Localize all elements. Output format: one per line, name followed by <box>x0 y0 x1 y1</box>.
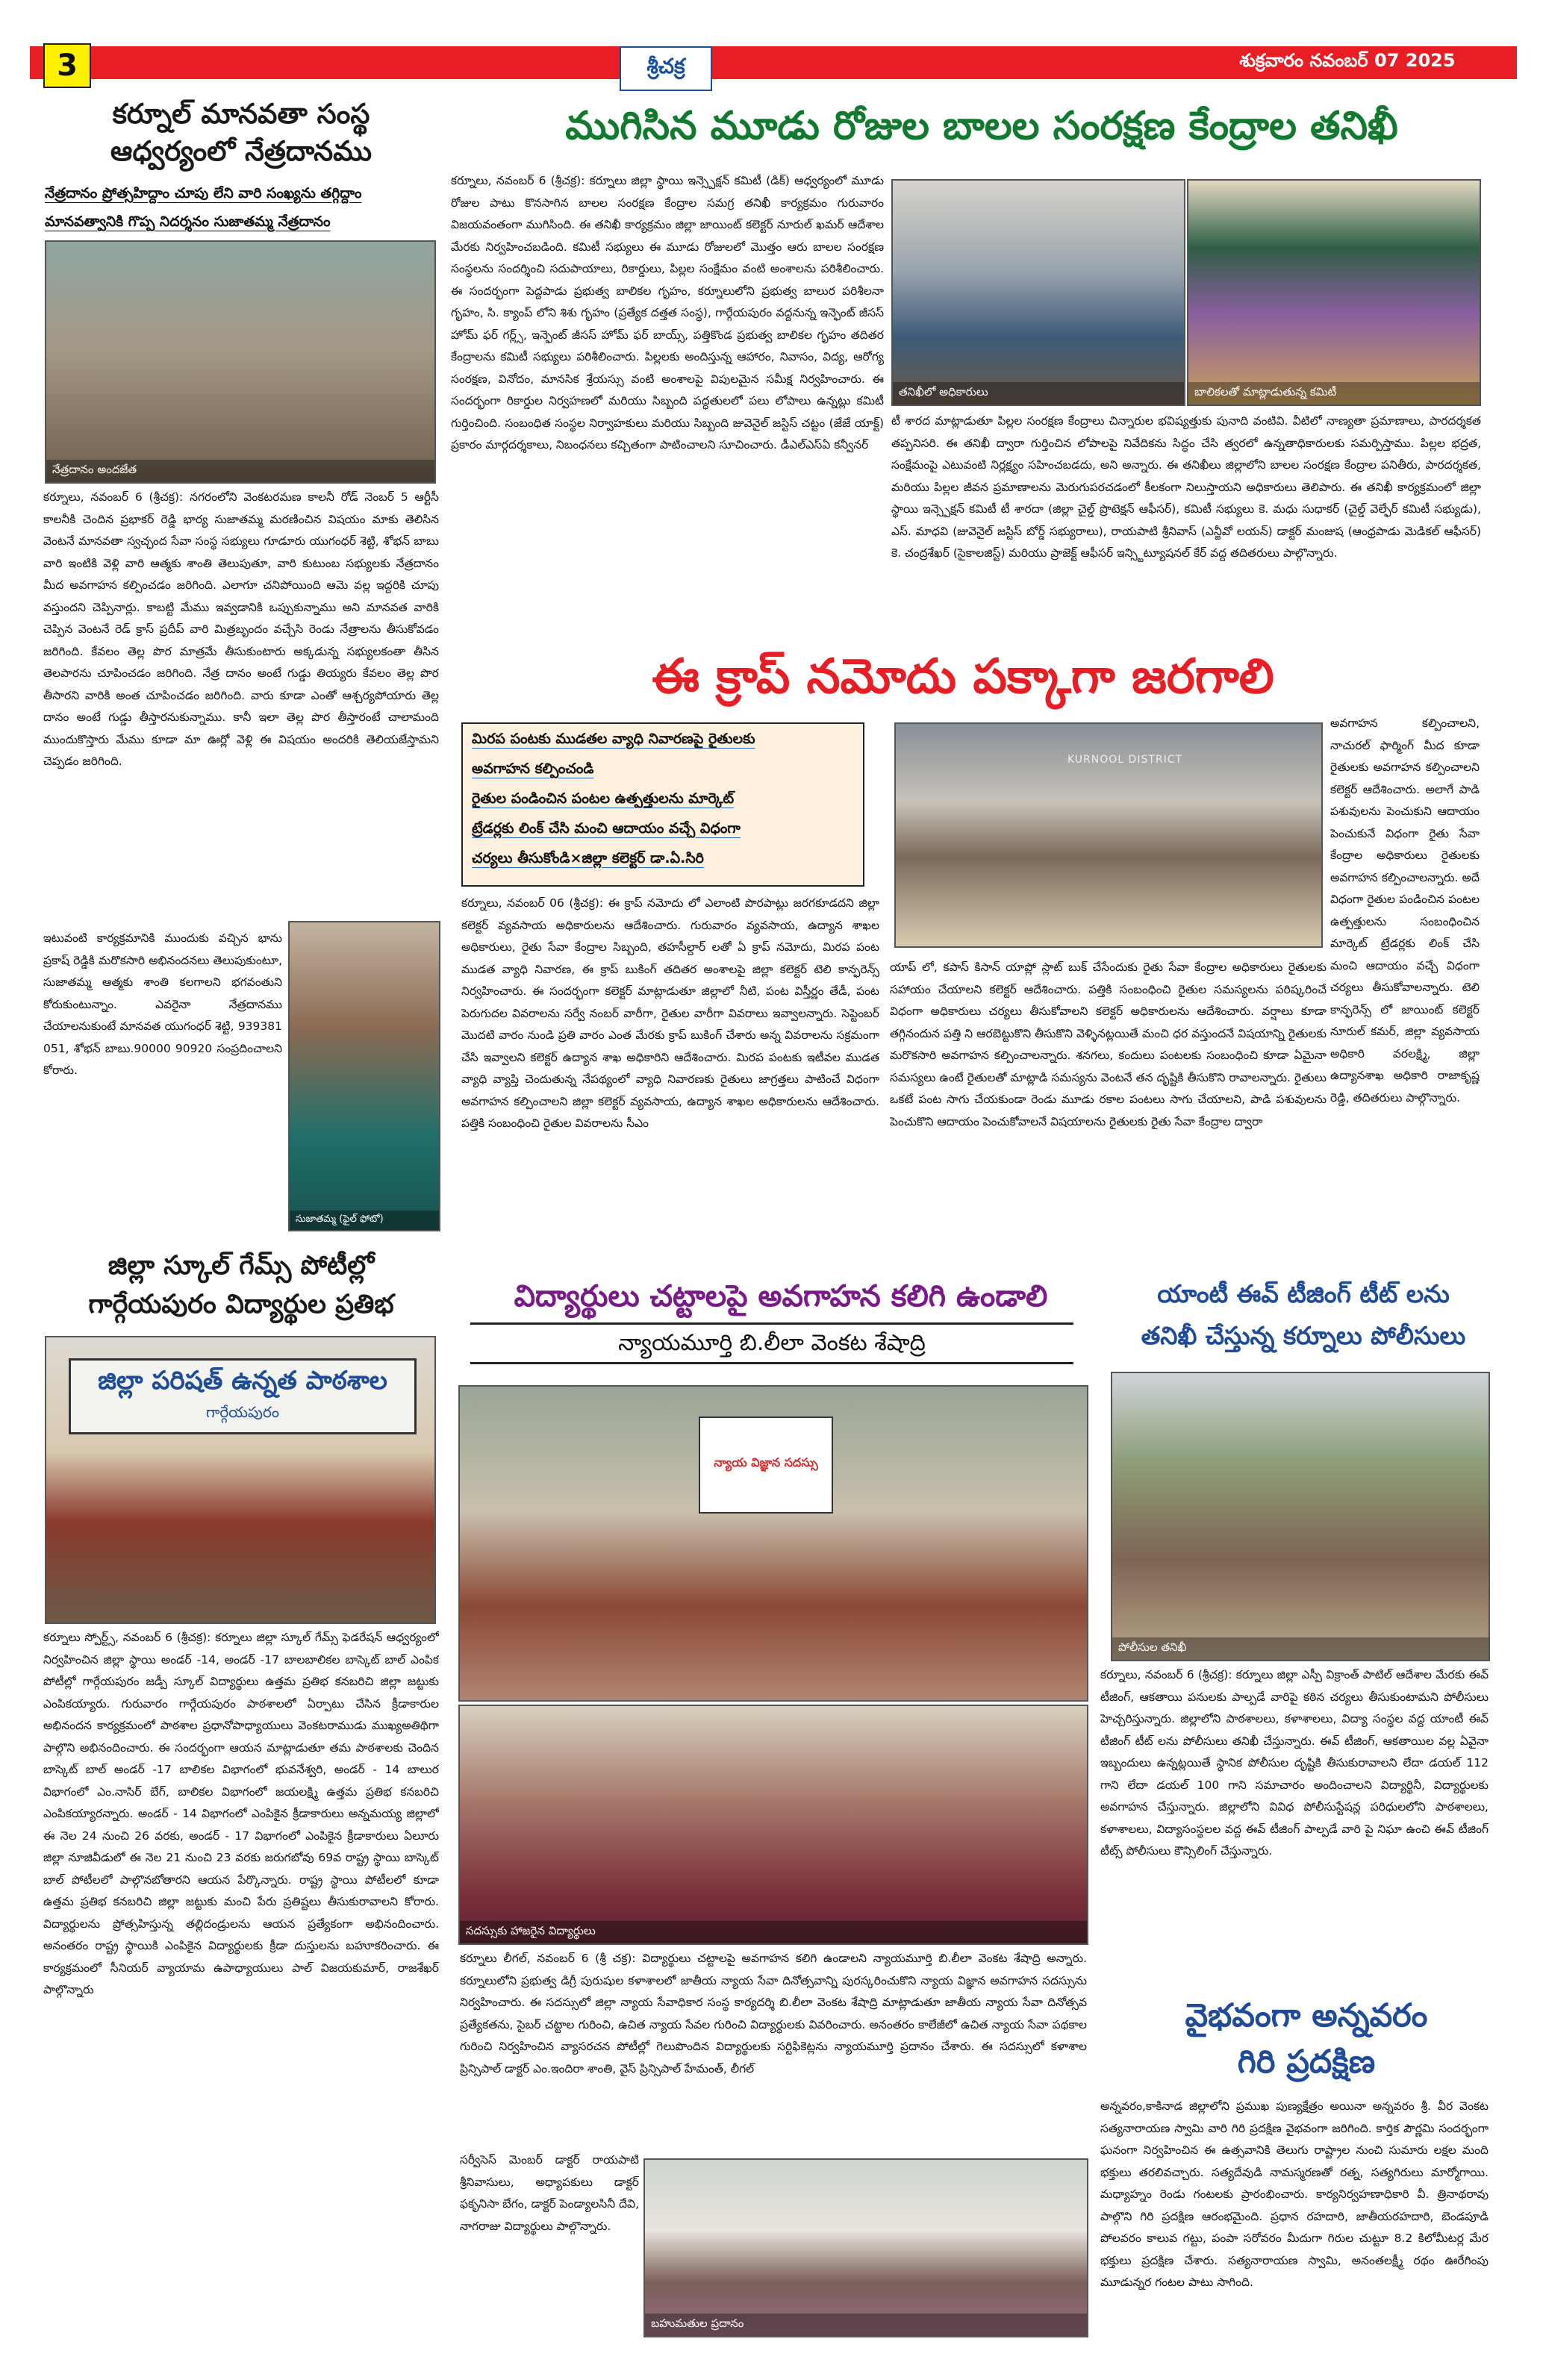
school-sign-board <box>69 1358 417 1434</box>
eye-donation-body: కర్నూలు, నవంబర్ 6 (శ్రీచక్ర): నగరంలోని వెంకటరమణ కాలనీ రోడ్ నెంబర్ 5 ఆర్టీసీ కాలనీకి చెందిన ప్రభాకర్ రెడ్డి భార్య సుజాతమ్మ మరణించిన విషయం మాకు తెలిసిన వెంటనే మానవతా స్వచ్ఛంద సేవా సంస్థ సభ్యులు గూడూరు యుగంధర్ శెట్టి, శోభన్ బాబు వారి ఇంటికి వెళ్లి వారి ఆత్మకు శాంతి తెలుపుతూ, వారి కుటుంబ సభ్యులకు నేత్రదానం మీద అవగాహన కల్పించడం జరిగింది. ఎలాగూ చనిపోయింది ఆమె వల్ల ఇద్దరికి చూపు వస్తుందని చెప్పినార్లు. కాబట్టి మేము ఇవ్వడానికి ఒప్పుకున్నాము అని మానవత వారికి చెప్పిన వెంటనే రెడ్ క్రాస్ ప్రదీప్ వారి మిత్రబృందం వచ్చేసి రెండు నేత్రాలను తీసుకోవడం జరిగింది. కేవలం తెల్ల పొర మాత్రమే తీసుకుంటారు అక్కడున్న సభ్యులకంతా తీసిన తెలపారను చూపించడం జరిగింది. నేత్ర దానం అంటే గుడ్డు తియ్యరు కేవలం తెల్ల పొర తీసారని వారికి అంత చూపించడం జరిగింది. వారు కూడా ఎంతో ఆశ్చర్యపోయారు తెల్ల దానం అంటే గుడ్డు తీస్తారనుకున్నాము. కానీ ఇలా తెల్ల పొర తీస్తారంటే చాలామంది ముందుకొస్తారు మేము కూడా మా ఊర్లో వెళ్లి ఈ విషయం అందరికి తెలియజేస్తామని చెప్పడం జరిగింది. <box>43 490 439 768</box>
eye-donation-headline-1: కర్నూల్ మానవతా సంస్థ <box>112 98 370 130</box>
school-games-headline-1: జిల్లా స్కూల్ గేమ్స్ పోటీల్లో <box>107 1251 375 1281</box>
crop-sub-5: చర్యలు తీసుకోండి×జిల్లా కలెక్టర్ డా.ఏ.సిరి <box>472 850 704 866</box>
school-games-photo <box>45 1336 436 1624</box>
school-games-headline <box>43 1246 439 1324</box>
crop-subhead-box <box>461 722 864 887</box>
legal-body: కర్నూలు లీగల్, నవంబర్ 6 (శ్రీ చక్ర): విద్యార్థులు చట్టాలపై అవగాహన కలిగి ఉండాలని న్యాయమూర్తి బి.లీలా వెంకట శేషాద్రి అన్నారు. కర్నూలులోని ప్రభుత్వ డిగ్రీ పురుషుల కళాశాలలో జాతీయ న్యాయ సేవా దినోత్సవాన్ని పురస్కరించుకొని న్యాయ విజ్ఞాన అవగాహన సదస్సును నిర్వహించారు. ఈ సదస్సులో జిల్లా న్యాయ సేవాధికార సంస్థ కార్యదర్శి బి.లీలా వెంకట శేషాద్రి మాట్లాడుతూ జాతీయ న్యాయ సేవా దినోత్సవ ప్రత్యేకతను, సైబర్ చట్టాల గురించి, ఉచిత న్యాయ సేవల గురించి విద్యార్థులకు వివరించారు. అనంతరం కాలేజీలో ఉచిత న్యాయ సేవా పథకాల గురించి నిర్వహించిన వ్యాసరచన పోటీల్లో గెలుపొందిన విద్యార్థులకు సర్టిఫికెట్లను న్యాయమూర్తి ప్రదానం చేశారు. ఈ సదస్సులో కళాశాల ప్రిన్సిపాల్ డాక్టర్ ఎం.ఇందిరా శాంతి, వైస్ ప్రిన్సిపాల్ హేమంత్, లీగల్ <box>460 1952 1087 2076</box>
page-number-box <box>43 43 91 88</box>
school-sign-line-2: గార్గేయపురం <box>206 1403 279 1421</box>
logo-text: శ్రీచక్ర <box>646 54 685 78</box>
school-sign-line-1: జిల్లా పరిషత్ ఉన్నత పాఠశాల <box>98 1366 387 1396</box>
crop-col2: యాప్ లో, కపాస్ కిసాన్ యాప్లో స్లాట్ బుక్ చేసేందుకు రైతు సేవా కేంద్రాల అధికారులు రైతులకు సహాయం చేయాలని కలెక్టర్ ఆదేశించారు. పత్తికి సంబంధించి రైతుల సమస్యలను పరిష్కరించే విధంగా అధికారులు చర్యలు తీసుకోవాలని కలెక్టర్ అధికారులను ఆదేశించారు. వర్షాలు కూడా తగ్గినందున పత్తి ని ఆరబెట్టుకొని తీసుకొని వెళ్ళినట్లయితే మంచి ధర వస్తుందనే విషయాన్ని రైతులకు మరొకసారి అవగాహన కల్పించాలన్నారు. శనగలు, కందులు పంటలకు సంబంధించి కూడా ఏమైనా సమస్యలు ఉంటే రైతులతో మాట్లాడి సమస్యను వెంటనే తన దృష్టికి తీసుకొని రావాలన్నారు. రైతులు ఒకటే పంట సాగు చేయకుండా రెండు మూడు రకాల పంటలు సాగు చేయాలని, పాడి పశువులను పెంచుకొని ఆదాయం పెంచుకోవాలనే విషయాలను రైతులకు రైతు సేవా కేంద్రాల ద్వారా <box>890 961 1327 1128</box>
crop-sub-3: రైతుల పండించిన పంటల ఉత్పత్తులను మార్కెట్ <box>472 790 735 807</box>
child-care-col1: కర్నూలు, నవంబర్ 6 (శ్రీచక్ర): కర్నూలు జిల్లా స్థాయి ఇన్స్పెక్షన్ కమిటీ (డిక్) ఆధ్వర్యంలో మూడు రోజుల పాటు కొనసాగిన బాలల సంరక్షణ కేంద్రాల సమగ్ర తనిఖీ కార్యక్రమం గురువారం విజయవంతంగా ముగిసింది. ఈ తనిఖీ కార్యక్రమం జిల్లా జాయింట్ కలెక్టర్ నూరుల్ ఖమర్ ఆదేశాల మేరకు నిర్వహించబడింది. కమిటీ సభ్యులు ఈ మూడు రోజులలో మొత్తం ఆరు బాలల సంరక్షణ సంస్థలను సందర్శించి సదుపాయాలు, రికార్డులు, పిల్లల సంక్షేమం వంటి అంశాలను పరిశీలించారు. ఈ సందర్భంగా పెద్దపాడు ప్రభుత్వ బాలికల గృహం, కర్నూలులోని ప్రభుత్వ బాలుర పరిశీలనా గృహం, సి. క్యాంప్ లోని శిశు గృహం (ప్రత్యేక దత్తత సంస్థ), గార్గేయపురం వద్దనున్న ఇన్ఫెంట్ జీసస్ హోమ్ ఫర్ గర్ల్స్, ఇన్ఫెంట్ జీసస్ హోమ్ ఫర్ బాయ్స్, పత్తికొండ ప్రభుత్వ బాలికల గృహం తదితర కేంద్రాలను కమిటీ సభ్యులు పరిశీలించారు. పిల్లలకు అందిస్తున్న ఆహారం, నివాసం, విద్య, ఆరోగ్య సంరక్షణ, వినోదం, మానసిక శ్రేయస్సు వంటి అంశాలపై విపులమైన సమీక్ష నిర్వహించారు. ఈ సందర్భంగా రికార్డుల నిర్వహణలో మరియు సిబ్బంది పద్ధతులలో పలు లోపాలు ఉన్నట్లు కమిటీ గుర్తించింది. సంబంధిత సంస్థల నిర్వాహకులు మరియు సిబ్బంది జువెనైల్ జస్టిస్ చట్టం (జేజే యాక్ట్) ప్రకారం మార్గదర్శకాలు, నిబంధనలు కచ్చితంగా పాటించాలని సూచించారు. డీఎల్ఎస్ఏ కన్వీనర్ <box>451 174 884 452</box>
eve-teasing-photo-caption: పోలీసుల తనిఖీ <box>1112 1637 1489 1660</box>
legal-photo-3 <box>643 2158 1088 2337</box>
child-care-photo-1 <box>891 179 1185 406</box>
legal-body-2: సర్వీసెస్ మెంబర్ డాక్టర్ రాయపాటి శ్రీనివాసులు, అధ్యాపకులు డాక్టర్ ఫకృనిసా బేగం, డాక్టర్ పెండ్యాలసినీ దేవి, నాగరాజు విద్యార్థులు పాల్గొన్నారు. <box>460 2153 639 2233</box>
child-care-photo-2 <box>1187 179 1481 406</box>
eye-donation-body-2: ఇటువంటి కార్యక్రమానికి ముందుకు వచ్చిన భాను ప్రకాష్ రెడ్డికి మరొకసారి అభినందనలు తెలుపుకుంటూ, సుజాతమ్మ ఆత్మకు శాంతి కలగాలని భగవంతుని కోరుకుంటున్నాం. ఎవరైనా నేత్రదానము చేయాలనుకుంటే మానవత యుగంధర్ శెట్టి, 939381 051, శోభన్ బాబు.90000 90920 సంప్రదించాలని కోరారు. <box>43 931 282 1077</box>
annavaram-headline-2: గిరి ప్రదక్షిణ <box>1237 2043 1376 2081</box>
crop-sub-2: అవగాహన కల్పించండి <box>472 760 594 777</box>
eye-donation-headline-2: ఆధ్వర్యంలో నేత్రదానము <box>110 135 372 167</box>
crop-sub-4: ట్రేడర్లకు లింక్ చేసి మంచి ఆదాయం వచ్చే విధంగా <box>472 820 741 837</box>
issue-date: శుక్రవారం నవంబర్ 07 2025 <box>1239 50 1456 71</box>
legal-sub: న్యాయమూర్తి బి.లీలా వెంకట శేషాద్రి <box>618 1330 926 1356</box>
portrait-photo-caption: సుజాతమ్మ (ఫైల్ ఫోటో) <box>290 1211 439 1230</box>
crop-sub-1: మిరప పంటకు ముడతల వ్యాధి నివారణపై రైతులకు <box>472 731 755 747</box>
eve-teasing-photo <box>1111 1372 1490 1661</box>
page-number: 3 <box>57 49 78 83</box>
legal-photo-3-caption: బహుమతుల ప్రదానం <box>645 2314 1087 2336</box>
legal-photo-1-banner: న్యాయ విజ్ఞాన సదస్సు <box>699 1417 833 1514</box>
annavaram-body: అన్నవరం,కాకినాడ జిల్లాలోని ప్రముఖ పుణ్యక్షేత్రం అయినా అన్నవరం శ్రీ. వీర వెంకట సత్యనారాయణ స్వామి వారి గిరి ప్రదక్షిణ వైభవంగా జరిగింది. కార్తిక పౌర్ణమి సందర్భంగా ఘనంగా నిర్వహించిన ఈ ఉత్సవానికి తెలుగు రాష్ట్రాల నుంచి సుమారు లక్షల మంది భక్తులు తరలివచ్చారు. సత్యదేవుడి నామస్మరణతో రత్న, సత్యగిరులు మార్మోగాయి. మధ్యాహ్నం రెండు గంటలకు ప్రారంభించారు. కార్యనిర్వహణాధికారి వీ. త్రినాథరావు పాల్గొని గిరి ప్రదక్షిణ ఆరంభమైంది. ప్రధాన రహదారి, జాతీయరహదారి, బెండపూడి పోలవరం కాలువ గట్టు, పంపా సరోవరం మీదుగా గిరుల చుట్టూ 8.2 కిలోమీటర్ల మేర భక్తులు ప్రదక్షిణ చేశారు. సత్యనారాయణ స్వామి, అనంతలక్ష్మీ రథం ఊరేగింపు మూడున్నర గంటల పాటు సాగింది. <box>1100 2099 1489 2289</box>
crop-photo-board: KURNOOL DISTRICT <box>1067 754 1183 766</box>
eve-teasing-body: కర్నూలు, నవంబర్ 6 (శ్రీచక్ర): కర్నూలు జిల్లా ఎస్పీ విక్రాంత్ పాటిల్ ఆదేశాల మేరకు ఈవ్ టీజింగ్, ఆకతాయి పనులకు పాల్పడే వారిపై కఠిన చర్యలు తీసుకుంటామని పోలీసులు హెచ్చరిస్తున్నారు. జిల్లాలోని పాఠశాలలు, కళాశాలలు, విద్యా సంస్థల వద్ద యాంటీ ఈవ్ టీజింగ్ టీట్ లను పోలీసులు తనిఖీ చేస్తున్నారు. ఈవ్ టీజింగ్, ఆకతాయిల వల్ల ఏవైనా ఇబ్బందులు ఉన్నట్లయితే స్థానిక పోలీసుల దృష్టికి తీసుకురావాలని లేదా డయల్ 112 గాని లేదా డయల్ 100 గాని సమాచారం అందించాలని విద్యార్థినీ, విద్యార్థులకు అవగాహన చేస్తున్నారు. జిల్లాలోని వివిధ పోలీసుస్టేషన్ల పరిధులలోని పాఠశాలలు, కళాశాలలు, విద్యాసంస్థలల వద్ద ఈవ్ టీజింగ్ పాల్పడే వారి పై నిఘా ఉంచి ఈవ్ టీజింగ్ టీట్స్ పోలీసులు కౌన్సిలింగ్ చేస్తున్నారు. <box>1100 1668 1489 1858</box>
child-care-col2: టీ శారద మాట్లాడుతూ పిల్లల సంరక్షణ కేంద్రాలు చిన్నారుల భవిష్యత్తుకు పునాది వంటివి. వీటిలో నాణ్యతా ప్రమాణాలు, పారదర్శకత తప్పనిసరి. ఈ తనిఖీ ద్వారా గుర్తించిన లోపాలపై నివేదికను సిద్ధం చేసి త్వరలో ఉన్నతాధికారులకు సమర్పిస్తాము. పిల్లల భద్రత, సంక్షేమంపై ఎటువంటి నిర్లక్ష్యం సహించబడదు, అని అన్నారు. ఈ తనిఖీలు జిల్లాలోని బాలల సంరక్షణ కేంద్రాల పనితీరు, పారదర్శకత, మరియు పిల్లల జీవన ప్రమాణాలను మెరుగుపరచడంలో కీలకంగా నిలుస్తాయని అధికారులు తెలిపారు. ఈ తనిఖీ కార్యక్రమంలో జిల్లా స్థాయి ఇన్స్పెక్షన్ కమిటీ టీ శారదా (జిల్లా చైల్డ్ ప్రొటెక్షన్ ఆఫీసర్), కమిటీ సభ్యులు కె. మధు సుధాకర్ (చైల్డ్ వెల్ఫేర్ కమిటీ సభ్యుడు), ఎస్. మాధవి (జువెనైల్ జస్టిస్ బోర్డ్ సభ్యురాలు), రాయపాటి శ్రీనివాస్ (ఎన్జీవో లయన్) డాక్టర్ మంజుష (ఆంధ్రపాడు మెడికల్ ఆఫీసర్) కె. చంద్రశేఖర్ (సైకాలజిస్ట్) మరియు ప్రాజెక్ట్ ఆఫీసర్ ఇన్స్టిట్యూషనల్ కేర్ వద్ద తదితరులు పాల్గొన్నారు. <box>891 414 1481 560</box>
logo-box <box>620 46 712 91</box>
eye-donation-sub-2: మానవత్వానికి గొప్ప నిదర్శనం సుజాతమ్మ నేత్రదానం <box>45 213 331 230</box>
eye-donation-headline <box>43 96 439 170</box>
eve-teasing-headline-2: తనిఖీ చేస్తున్న కర్నూలు పోలీసులు <box>1141 1321 1466 1350</box>
eve-teasing-headline-1: యాంటీ ఈవ్ టీజింగ్ టీట్ లను <box>1157 1279 1450 1308</box>
child-care-photo-2-caption: బాలికలతో మాట్లాడుతున్న కమిటీ <box>1188 382 1480 405</box>
legal-headline: విద్యార్థులు చట్టాలపై అవగాహన కలిగి ఉండాలి <box>514 1279 1048 1314</box>
crop-photo <box>894 722 1323 948</box>
school-games-headline-2: గార్గేయపురం విద్యార్థుల ప్రతిభ <box>88 1290 394 1319</box>
date-line <box>1179 48 1515 78</box>
legal-photo-2 <box>458 1705 1088 1945</box>
crop-headline: ఈ క్రాప్ నమోదు పక్కాగా జరగాలి <box>652 649 1274 705</box>
portrait-photo <box>288 921 440 1231</box>
annavaram-headline-1: వైభవంగా అన్నవరం <box>1185 1997 1428 2034</box>
annavaram-headline <box>1097 1993 1515 2085</box>
eye-donation-sub-1: నేత్రదానం ప్రోత్సహిద్దాం చూపు లేని వారి సంఖ్యను తగ్గిద్దాం <box>45 185 362 202</box>
crop-col1: కర్నూలు, నవంబర్ 06 (శ్రీచక్ర): ఈ క్రాప్ నమోదు లో ఎలాంటి పొరపాట్లు జరగకూడదని జిల్లా కలెక్టర్ వ్యవసాయ అధికారులను ఆదేశించారు. గురువారం వ్యవసాయ, ఉద్యాన శాఖల అధికారులు, రైతు సేవా కేంద్రాల సిబ్బంది, తహసీల్దార్ లతో ఏ క్రాప్ నమోదు, మిరప పంట ముడత వ్యాధి నివారణ, ఈ క్రాప్ బుకింగ్ తదితర అంశాలపై జిల్లా కలెక్టర్ టెలి కాన్ఫరెన్స్ నిర్వహించారు. ఈ సందర్భంగా కలెక్టర్ మాట్లాడుతూ జిల్లాలో నీటి, పంట విస్తీర్ణం తేడీ, పంట పెరుగుదల వివరాలను సర్వే నంబర్ వారీగా, రైతుల వారీగా వివరాలు ఇవ్వాలన్నారు. సెప్టెంబర్ మొదటి వారం నుండి ప్రతి వారం ఎంత మేరకు క్రాప్ బుకింగ్ చేశారు అన్న వివరాలను సక్రమంగా చేసి ఇవ్వాలని కలెక్టర్ ఉద్యాన శాఖ అధికారిని ఆదేశించారు. మిరప పంటకు ఇటీవల ముడత వ్యాధి వ్యాప్తి చెందుతున్న నేపథ్యంలో వ్యాధి నివారణకు రైతులు జాగ్రత్తలు పాటించే విధంగా అవగాహన కల్పించాలని జిల్లా కలెక్టర్ వ్యవసాయ, ఉద్యాన శాఖల అధికారులను ఆదేశించారు. పత్తికి సంబంధించి రైతుల వివరాలను సీఎం <box>461 896 879 1130</box>
child-care-photo-1-caption: తనిఖీలో అధికారులు <box>893 382 1184 405</box>
eve-teasing-headline <box>1094 1273 1512 1357</box>
eye-donation-photo <box>45 240 436 484</box>
school-games-body: కర్నూలు స్పోర్ట్స్, నవంబర్ 6 (శ్రీచక్ర): కర్నూలు జిల్లా స్కూల్ గేమ్స్ ఫెడరేషన్ ఆధ్వర్యంలో నిర్వహించిన జిల్లా స్థాయి అండర్ -14, అండర్ -17 బాలబాలికల బాస్కెట్ బాల్ ఎంపిక పోటీల్లో గార్గేయపురం జడ్పీ స్కూల్ విద్యార్థులు ఉత్తమ ప్రతిభ కనబరిచి జిల్లా జట్టుకు ఎంపికయ్యారు. గురువారం గార్గేయపురం పాఠశాలలో ఏర్పాటు చేసిన క్రీడాకారుల అభినందన కార్యక్రమంలో పాఠశాల ప్రధానోపాధ్యాయులు వెంకటరాముడు ముఖ్యఅతిథిగా పాల్గొని అభినందించారు. ఈ సందర్భంగా ఆయన మాట్లాడుతూ తమ పాఠశాలకు చెందిన బాస్కెట్ బాల్ అండర్ -17 బాలికల విభాగంలో భువనేశ్వరి, అండర్ - 14 బాలుర విభాగంలో ఎం.నాసిర్ బేగ్, బాలికల విభాగంలో జయలక్ష్మి ఉత్తమ ప్రతిభ కనబరిచి ఎంపికయ్యారన్నారు. అండర్ - 14 విభాగంలో ఎంపికైన క్రీడాకారులు అన్నమయ్య జిల్లాలో ఈ నెల 24 నుంచి 26 వరకు, అండర్ - 17 విభాగంలో ఎంపికైన క్రీడాకారులు ఏలూరు జిల్లా నూజివీడులో ఈ నెల 21 నుంచి 23 వరకు జరుగబోవు 69వ రాష్ట్ర స్థాయి బాస్కెట్ బాల్ పోటీలలో పాల్గొనబోతారని ఆయన పేర్కొన్నారు. రాష్ట్ర స్థాయి పోటీలలో కూడా ఉత్తమ ప్రతిభ కనబరిచి జిల్లా జట్టుకు మంచి పేరు ప్రతిష్టలు తీసుకురావాలని కోరారు. విద్యార్థులను ప్రోత్సహిస్తున్న తల్లిదండ్రులను ఆయన ప్రత్యేకంగా అభినందించారు. అనంతరం రాష్ట్ర స్థాయికి ఎంపికైన విద్యార్థులకు క్రీడా దుస్తులను బహూకరించారు. ఈ కార్యక్రమంలో సీనియర్ వ్యాయామ ఉపాధ్యాయులు పాల్ విజయకుమార్, రాజశేఖర్ పాల్గొన్నారు <box>43 1631 439 1996</box>
eye-donation-photo-caption: నేత్రదానం అందజేత <box>46 460 434 482</box>
main-headline: ముగిసిన మూడు రోజుల బాలల సంరక్షణ కేంద్రాల తనిఖీ <box>565 104 1398 149</box>
legal-subhead <box>470 1322 1073 1364</box>
crop-col3: అవగాహన కల్పించాలని, నాచురల్ ఫార్మింగ్ మీద కూడా రైతులకు అవగాహన కల్పించాలని కలెక్టర్ ఆదేశించారు. అలాగే పాడి పశువులను పెంచుకుని ఆదాయం పెంచుకునే విధంగా రైతు సేవా కేంద్రాల అధికారులు రైతులకు అవగాహన కల్పించాలన్నారు. అదే విధంగా రైతుల పండించిన పంటల ఉత్పత్తులను సంబంధించిన మార్కెట్ ట్రేడర్లకు లింక్ చేసి మంచి ఆదాయం వచ్చే విధంగా చర్యలు తీసుకోవాలన్నారు. టెలి కాన్ఫరెన్స్ లో జాయింట్ కలెక్టర్ నూరుల్ కమర్, జిల్లా వ్యవసాయ అధికారి వరలక్ష్మి, జిల్లా ఉద్యానశాఖ అధికారి రాజాకృష్ణ రెడ్డి, తదితరులు పాల్గొన్నారు. <box>1330 716 1480 1105</box>
legal-photo-1 <box>458 1385 1088 1702</box>
eye-donation-subheads <box>45 179 437 236</box>
legal-photo-2-caption: సదస్సుకు హాజరైన విద్యార్థులు <box>460 1921 1087 1943</box>
